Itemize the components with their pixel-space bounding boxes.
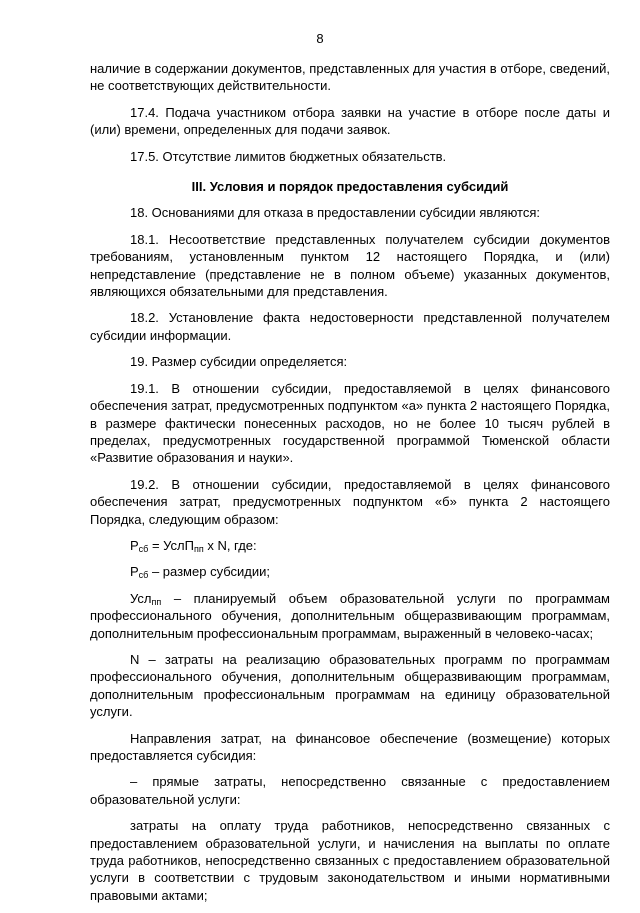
document-body bbox=[90, 60, 610, 913]
paragraph-19-1: 19.1. В отношении субсидии, предоставляемой в целях финансового обеспечения затрат, предусмотренных подпунктом «а» пункта 2 настоящего Порядка, в размере фактически понесенных расходов, но не более 10 тысяч рублей в пределах, предусмотренных государственной программой Тюменской области «Развитие образования и науки». bbox=[90, 380, 610, 466]
definition-usl-symbol: Усл bbox=[130, 590, 152, 606]
paragraph-18: 18. Основаниями для отказа в предоставлении субсидии являются: bbox=[130, 205, 541, 221]
page-number: 8 bbox=[316, 31, 324, 46]
definition-p-text: – размер субсидии; bbox=[148, 564, 270, 580]
formula-p: Р bbox=[130, 537, 139, 553]
definition-p-symbol: Р bbox=[130, 564, 139, 580]
definition-n: N – затраты на реализацию образовательных программ по программам профессионального обучения, дополнительным общеразвивающим программам, дополнительным профессиональным программам на единицу образовательной услуги. bbox=[90, 651, 610, 720]
formula-eq: = УслП bbox=[148, 537, 194, 553]
paragraph-labor-costs: затраты на оплату труда работников, непосредственно связанных с предоставлением образовательной услуги, и начисления на выплаты по оплате труда работников, непосредственно связанных с предоставлением образовательной услуги в соответствии с трудовым законодательством и иными нормативными правовыми актами; bbox=[90, 818, 610, 903]
paragraph-19: 19. Размер субсидии определяется: bbox=[130, 354, 348, 370]
paragraph-17-4: 17.4. Подача участником отбора заявки на участие в отборе после даты и (или) времени, определенных для подачи заявок. bbox=[90, 104, 610, 138]
definition-p-sb bbox=[90, 563, 610, 580]
section-heading: III. Условия и порядок предоставления субсидий bbox=[191, 179, 509, 195]
definition-usl-subscript: пп bbox=[151, 596, 162, 607]
definition-p-subscript: сб bbox=[138, 570, 149, 581]
formula-tail: х N, где: bbox=[203, 537, 257, 553]
definition-usl-pp bbox=[90, 590, 610, 642]
paragraph-expense-directions: Направления затрат, на финансовое обеспечение (возмещение) которых предоставляется субсидия: bbox=[90, 730, 610, 763]
paragraph-18-2: 18.2. Установление факта недостоверности представленной получателем субсидии информации. bbox=[90, 310, 610, 343]
paragraph-direct-costs: – прямые затраты, непосредственно связанные с предоставлением образовательной услуги: bbox=[90, 774, 610, 807]
paragraph-17-3-continuation: наличие в содержании документов, представленных для участия в отборе, сведений, не соответствующих действительности. bbox=[90, 61, 610, 94]
paragraph-19-2: 19.2. В отношении субсидии, предоставляемой в целях финансового обеспечения затрат, предусмотренных подпунктом «б» пункта 2 настоящего Порядка, следующим образом: bbox=[90, 476, 610, 527]
formula-usl-subscript: пп bbox=[193, 543, 204, 554]
formula-p-subscript: сб bbox=[138, 543, 149, 554]
paragraph-18-1: 18.1. Несоответствие представленных получателем субсидии документов требованиям, установленным пунктом 12 настоящего Порядка, и (или) непредставление (представление не в полном объеме) указанных документов, являющихся обязательными для представления. bbox=[90, 231, 610, 300]
definition-usl-text: – планируемый объем образовательной услуги по программам профессионального обучения, дополнительным общеразвивающим программам, дополнительным профессиональным программам, выраженный в человеко-часах; bbox=[90, 590, 610, 641]
formula bbox=[90, 537, 610, 554]
paragraph-17-5: 17.5. Отсутствие лимитов бюджетных обязательств. bbox=[130, 148, 447, 164]
